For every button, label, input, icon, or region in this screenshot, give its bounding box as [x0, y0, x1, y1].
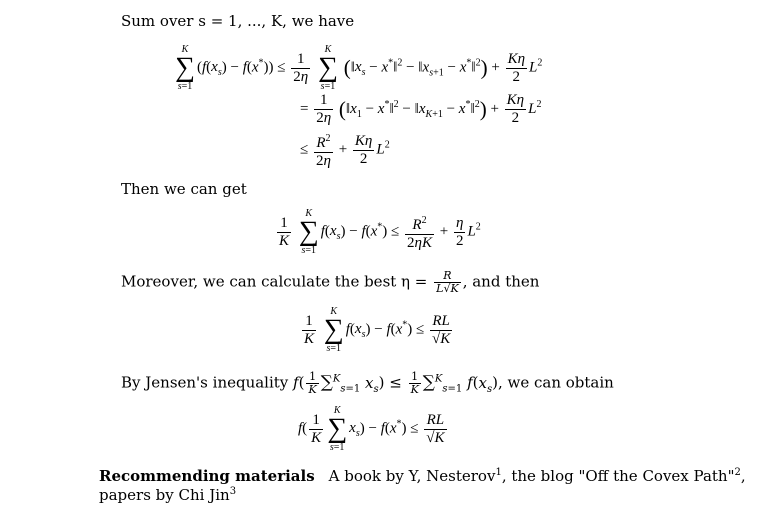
- summation-symbol: K ∑ s=1: [323, 306, 344, 354]
- fraction: $\frac{R}{L√K}$: [436, 269, 459, 295]
- paragraph-text: By Jensen's inequality: [121, 373, 294, 392]
- summation-symbol: K ∑ s=1: [317, 44, 338, 92]
- paragraph-text: , the blog "Off the Covex Path": [501, 467, 735, 485]
- fraction: $\frac{1}{K}$: [311, 411, 322, 446]
- paragraph-text: Then we can get: [121, 180, 247, 198]
- fraction: $\frac{K\eta}{2}$: [507, 50, 526, 85]
- fraction: $\frac{RL}{√K}$: [432, 312, 451, 347]
- recommending-materials: [99, 467, 746, 485]
- equation-average-bound: $\frac{1}{K}$ K ∑ s=1 $f(x_s) - f(x^*)$ ≤ $\frac{R^2}{2\eta K}$ + $\frac{\eta}{2}$ $L^2$: [279, 208, 481, 256]
- paragraph-text: papers by Chi Jin: [99, 486, 230, 504]
- paragraph-text: , and then: [462, 272, 540, 291]
- recommending-materials-line2: [99, 486, 236, 504]
- paragraph-text: Sum over s = 1, ..., K, we have: [121, 12, 355, 30]
- equation-line-3: ≤ $\frac{R^2}{2\eta}$ + $\frac{K\eta}{2}$ $L^2$: [300, 130, 390, 170]
- fraction: $\frac{1}{K}$: [279, 214, 290, 249]
- section-heading: Recommending materials: [99, 467, 315, 485]
- fraction: $\frac{1}{K}$: [410, 370, 419, 396]
- fraction: $\frac{K\eta}{2}$: [506, 92, 525, 126]
- footnote-marker[interactable]: 3: [229, 486, 237, 497]
- paragraph-text: , we can obtain: [497, 373, 614, 392]
- paragraph-sum-over: [121, 12, 354, 30]
- fraction: $\frac{RL}{√K}$: [426, 411, 445, 446]
- summation-symbol: K ∑ s=1: [298, 208, 319, 256]
- footnote-marker[interactable]: 2: [734, 467, 741, 478]
- summation-symbol: K ∑ s=1: [175, 44, 195, 92]
- fraction: $\frac{R^2}{2\eta K}$: [405, 212, 434, 252]
- equation-jensen-bound: f( $\frac{1}{K}$ K ∑ s=1 $x_s) - f(x^*)$ ≤ $\frac{RL}{√K}$: [298, 405, 445, 453]
- summation-symbol: K ∑ s=1: [327, 405, 348, 453]
- equation-best-eta-bound: $\frac{1}{K}$ K ∑ s=1 $f(x_s) - f(x^*)$ ≤ $\frac{RL}{√K}$: [304, 306, 451, 354]
- equation-line-1: K ∑ s=1 $(f(x_s) - f(x^*))$ ≤ $\frac{1}{2\eta}$ K ∑ s=1 ($‖x_s$ − x*‖$^2$ − $‖x_{s+1}$ − x*‖$^2$) + $\frac{K\eta}{2}$ $L^2$: [175, 44, 543, 92]
- fraction: $\frac{K\eta}{2}$: [354, 132, 373, 167]
- paragraph-moreover: [121, 270, 539, 295]
- footnote-marker[interactable]: 1: [495, 467, 502, 478]
- paragraph-text: Moreover, we can calculate the best η =: [121, 272, 433, 291]
- fraction: $\frac{1}{2\eta}$: [316, 92, 332, 126]
- paragraph-text: A book by Y, Nesterov: [328, 467, 496, 485]
- fraction: $\frac{1}{2\eta}$: [293, 50, 309, 85]
- paragraph-jensen: By Jensen's inequality f( $\frac{1}{K}$ ∑$^K_{s=1}$ $x_s$) ≤ $\frac{1}{K}$ ∑$^K_{s=1}$ $f(x_s)$, we can obtain: [121, 370, 614, 396]
- paragraph-then-get: [121, 180, 247, 198]
- fraction: $\frac{\eta}{2}$: [455, 214, 464, 249]
- equation-line-2: = $\frac{1}{2\eta}$ ($‖x_1$ − x*‖$^2$ − $‖x_{K+1}$ − x*‖$^2$) + $\frac{K\eta}{2}$ $L^2$: [300, 92, 542, 126]
- fraction: $\frac{1}{K}$: [304, 312, 315, 347]
- fraction: $\frac{R^2}{2\eta}$: [314, 130, 333, 170]
- paragraph-text: ,: [740, 467, 746, 485]
- fraction: $\frac{1}{K}$: [308, 370, 317, 396]
